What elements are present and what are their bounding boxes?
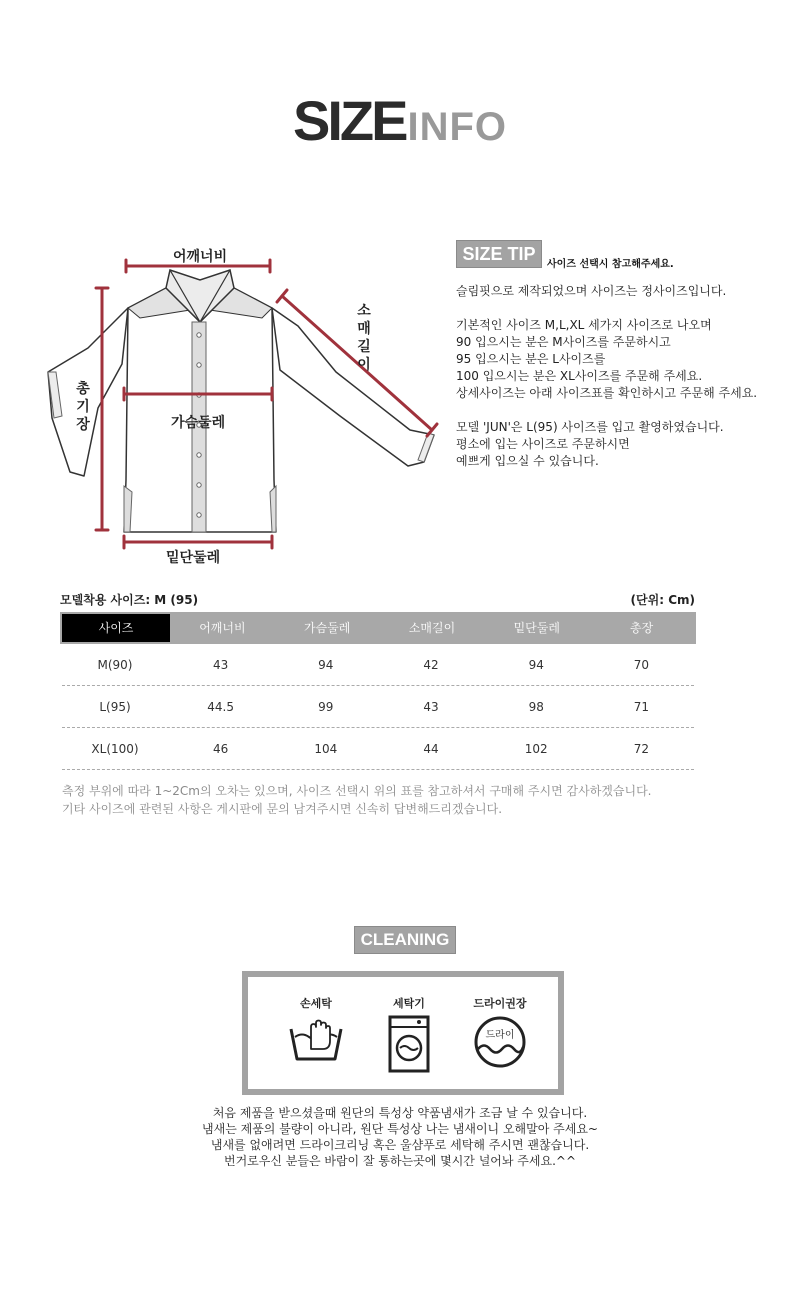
care-washing-machine bbox=[369, 995, 449, 1073]
size-tip-text bbox=[456, 283, 796, 470]
tip-line: 95 입으시는 분은 L사이즈를 bbox=[456, 352, 606, 366]
note-line: 측정 부위에 따라 1~2Cm의 오차는 있으며, 사이즈 선택시 위의 표를 참고하셔서 구매해 주시면 감사하겠습니다. bbox=[62, 784, 652, 798]
table-row bbox=[62, 644, 694, 686]
unit-label: (단위: Cm) bbox=[630, 593, 695, 607]
table-cell: L(95) bbox=[99, 700, 131, 714]
table-cell: M(90) bbox=[97, 658, 133, 672]
page-title bbox=[0, 88, 800, 153]
tip-line: 기본적인 사이즈 M,L,XL 세가지 사이즈로 나오며 bbox=[456, 318, 712, 332]
shirt-diagram bbox=[40, 240, 450, 570]
washing-machine-icon bbox=[387, 1015, 431, 1073]
table-cell: 44.5 bbox=[207, 700, 234, 714]
tip-line: 상세사이즈는 아래 사이즈표를 확인하시고 주문해 주세요. bbox=[456, 386, 758, 400]
dry-clean-inner-text: 드라이 bbox=[485, 1030, 515, 1041]
table-row bbox=[62, 686, 694, 728]
cleaning-line: 번거로우신 분들은 바람이 잘 통하는곳에 몇시간 널어놔 주세요.^^ bbox=[223, 1154, 577, 1168]
header-cell: 사이즈 bbox=[62, 614, 170, 642]
hand-wash-icon bbox=[287, 1019, 345, 1063]
size-tip-subtitle: 사이즈 선택시 참고해주세요. bbox=[547, 259, 674, 270]
table-cell: 70 bbox=[633, 658, 650, 672]
cleaning-text bbox=[0, 1105, 800, 1169]
care-label: 세탁기 bbox=[393, 997, 425, 1010]
header-cell: 소매길이 bbox=[408, 621, 456, 635]
table-cell: 71 bbox=[633, 700, 650, 714]
table-cell: 42 bbox=[423, 658, 439, 672]
total-length-label: 총기장 bbox=[76, 381, 90, 433]
table-cell: 99 bbox=[318, 700, 334, 714]
sleeve-length-label: 소매길이 bbox=[357, 303, 371, 373]
care-hand-wash bbox=[276, 995, 356, 1063]
table-cell: 43 bbox=[423, 700, 439, 714]
cleaning-line: 냄새는 제품의 불량이 아니라, 원단 특성상 나는 냄새이니 오해말아 주세요~ bbox=[202, 1122, 598, 1136]
size-tip-badge: SIZE TIP bbox=[456, 240, 542, 268]
header-cell: 밑단둘레 bbox=[513, 621, 560, 635]
table-cell: 46 bbox=[212, 742, 229, 756]
chest-label: 가슴둘레 bbox=[171, 415, 226, 431]
title-main: SIZE bbox=[292, 89, 406, 152]
table-cell: 43 bbox=[212, 658, 229, 672]
tip-line: 모델 'JUN'은 L(95) 사이즈를 입고 촬영하였습니다. bbox=[456, 420, 724, 434]
table-row bbox=[62, 728, 694, 770]
shirt-illustration bbox=[40, 240, 450, 570]
title-sub: INFO bbox=[407, 105, 507, 149]
size-table bbox=[60, 612, 696, 770]
tip-line: 예쁘게 입으실 수 있습니다. bbox=[456, 454, 599, 468]
table-cell: 102 bbox=[524, 742, 548, 756]
shoulder-label: 어깨너비 bbox=[173, 249, 228, 265]
header-cell: 총장 bbox=[629, 621, 654, 635]
note-line: 기타 사이즈에 관련된 사항은 게시판에 문의 남겨주시면 신속히 답변해드리겠습니다. bbox=[62, 802, 503, 816]
cleaning-line: 처음 제품을 받으셨을때 원단의 특성상 약품냄새가 조금 날 수 있습니다. bbox=[212, 1106, 588, 1120]
cleaning-box bbox=[242, 971, 564, 1095]
table-header bbox=[60, 612, 696, 644]
table-cell: 72 bbox=[633, 742, 650, 756]
table-cell: 98 bbox=[528, 700, 544, 714]
cleaning-line: 냄새를 없애려면 드라이크리닝 혹은 울샴푸로 세탁해 주시면 괜찮습니다. bbox=[210, 1138, 590, 1152]
header-cell: 가슴둘레 bbox=[304, 621, 351, 635]
table-cell: XL(100) bbox=[91, 742, 139, 756]
care-dry-clean bbox=[460, 995, 540, 1069]
cleaning-badge: CLEANING bbox=[354, 926, 456, 954]
table-cell: 44 bbox=[423, 742, 439, 756]
table-cell: 104 bbox=[314, 742, 338, 756]
header-cell: 어깨너비 bbox=[199, 621, 246, 635]
size-note bbox=[62, 782, 651, 818]
hem-label: 밑단둘레 bbox=[166, 550, 221, 566]
tip-line: 100 입으시는 분은 XL사이즈를 주문해 주세요. bbox=[456, 369, 703, 383]
table-cell: 94 bbox=[318, 658, 334, 672]
care-label: 드라이권장 bbox=[473, 997, 527, 1010]
table-cell: 94 bbox=[528, 658, 544, 672]
care-label: 손세탁 bbox=[300, 997, 332, 1010]
dry-clean-icon bbox=[473, 1015, 527, 1069]
tip-line: 90 입으시는 분은 M사이즈를 주문하시고 bbox=[456, 335, 671, 349]
tip-line: 평소에 입는 사이즈로 주문하시면 bbox=[456, 437, 630, 451]
tip-line: 슬림핏으로 제작되었으며 사이즈는 정사이즈입니다. bbox=[456, 284, 727, 298]
model-size: 모델착용 사이즈: M (95) bbox=[60, 593, 199, 607]
